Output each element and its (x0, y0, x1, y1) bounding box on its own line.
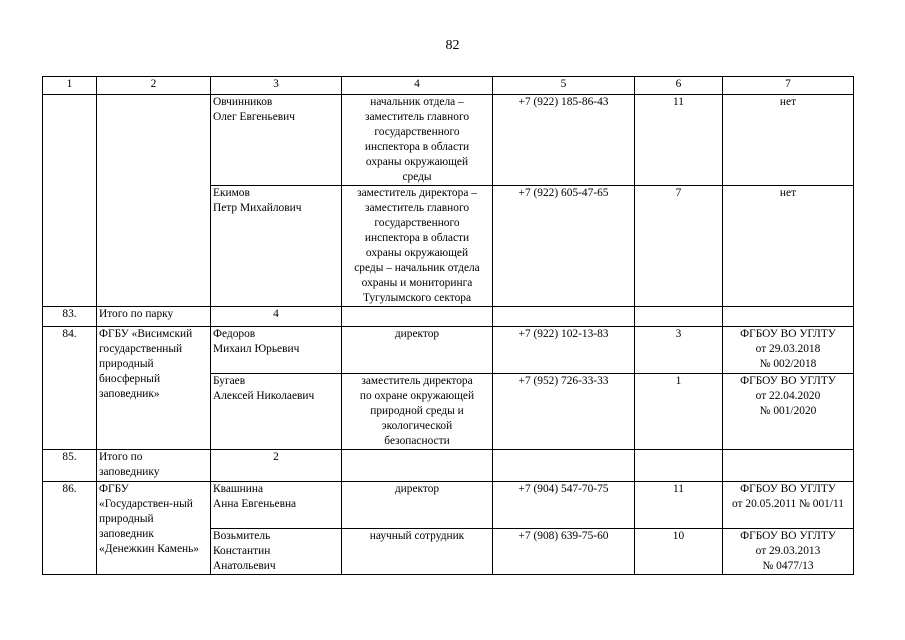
person-document: ФГБОУ ВО УГЛТУ от 20.05.2011 № 001/11 (723, 482, 854, 529)
person-name: Федоров Михаил Юрьевич (211, 327, 342, 374)
person-phone: +7 (952) 726-33-33 (493, 374, 635, 450)
column-header: 5 (493, 77, 635, 95)
row-number: 85. (43, 450, 97, 482)
organization-name: ФГБУ «Государствен-ный природный заповедник «Денежкин Камень» (97, 482, 211, 575)
person-position: научный сотрудник (342, 529, 493, 575)
person-document: ФГБОУ ВО УГЛТУ от 29.03.2013 № 0477/13 (723, 529, 854, 575)
total-count: 2 (211, 450, 342, 482)
person-position: директор (342, 327, 493, 374)
table-row (43, 95, 854, 186)
organization-name: ФГБУ «Висимский государственный природный биосферный заповедник» (97, 327, 211, 450)
person-name: Возьмитель Константин Анатольевич (211, 529, 342, 575)
column-header: 3 (211, 77, 342, 95)
table-row (43, 327, 854, 374)
person-experience: 3 (635, 327, 723, 374)
column-header: 7 (723, 77, 854, 95)
person-phone: +7 (908) 639-75-60 (493, 529, 635, 575)
person-name: Екимов Петр Михайлович (211, 186, 342, 307)
total-count: 4 (211, 307, 342, 327)
row-number: 83. (43, 307, 97, 327)
person-experience: 10 (635, 529, 723, 575)
header-row (43, 77, 854, 95)
person-phone: +7 (922) 185-86-43 (493, 95, 635, 186)
row-number: 84. (43, 327, 97, 450)
table-row (43, 482, 854, 529)
person-position: начальник отдела – заместитель главного государственного инспектора в области охраны окружающей среды (342, 95, 493, 186)
person-phone: +7 (922) 102-13-83 (493, 327, 635, 374)
person-document: нет (723, 186, 854, 307)
person-name: Овчинников Олег Евгеньевич (211, 95, 342, 186)
person-experience: 11 (635, 95, 723, 186)
person-position: директор (342, 482, 493, 529)
staff-table (42, 76, 854, 575)
person-phone: +7 (922) 605-47-65 (493, 186, 635, 307)
total-row (43, 450, 854, 482)
column-header: 2 (97, 77, 211, 95)
person-position: заместитель директора – заместитель главного государственного инспектора в области охраны окружающей среды – начальник отдела охраны и мониторинга Тугулымского сектора (342, 186, 493, 307)
page-number: 82 (445, 38, 460, 53)
person-experience: 11 (635, 482, 723, 529)
person-phone: +7 (904) 547-70-75 (493, 482, 635, 529)
column-header: 4 (342, 77, 493, 95)
column-header: 6 (635, 77, 723, 95)
row-number: 86. (43, 482, 97, 575)
total-label: Итого по парку (97, 307, 211, 327)
row-number-cell (43, 95, 97, 307)
total-label: Итого по заповеднику (97, 450, 211, 482)
person-document: ФГБОУ ВО УГЛТУ от 22.04.2020 № 001/2020 (723, 374, 854, 450)
person-name: Квашнина Анна Евгеньевна (211, 482, 342, 529)
total-row (43, 307, 854, 327)
organization-cell (97, 95, 211, 307)
person-position: заместитель директора по охране окружающей природной среды и экологической безопасности (342, 374, 493, 450)
person-experience: 1 (635, 374, 723, 450)
column-header: 1 (43, 77, 97, 95)
person-document: нет (723, 95, 854, 186)
person-name: Бугаев Алексей Николаевич (211, 374, 342, 450)
person-experience: 7 (635, 186, 723, 307)
person-document: ФГБОУ ВО УГЛТУ от 29.03.2018 № 002/2018 (723, 327, 854, 374)
